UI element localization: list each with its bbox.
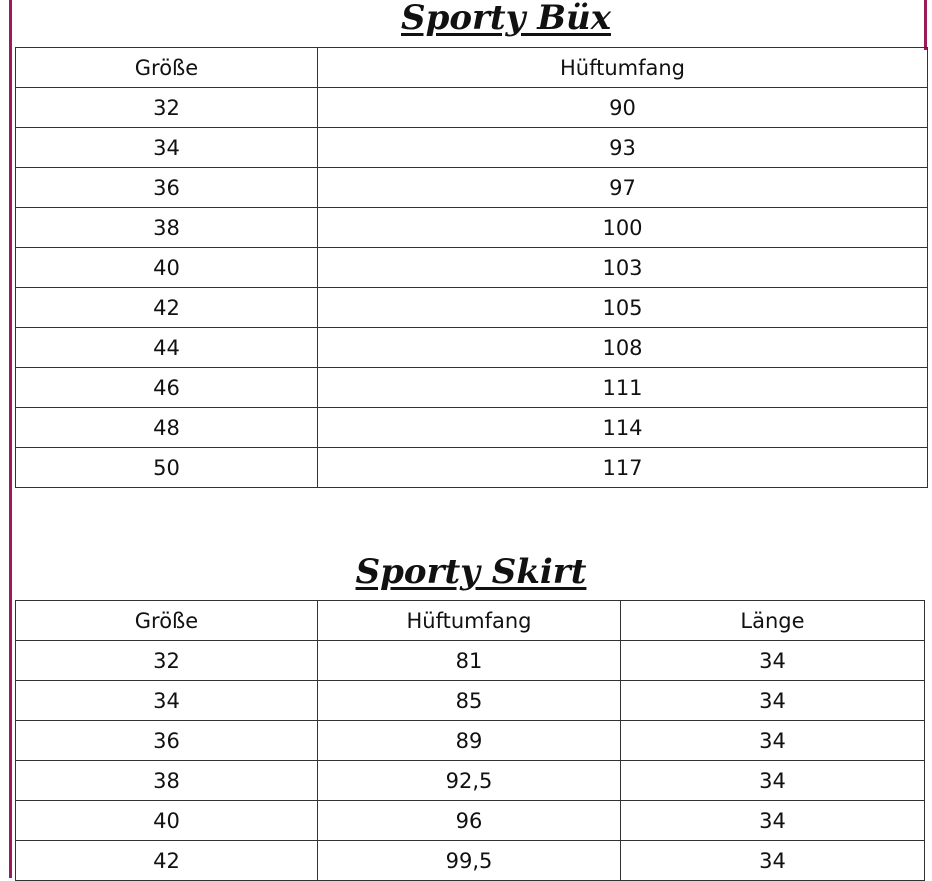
table-row <box>16 368 928 408</box>
table-row <box>16 248 928 288</box>
table-cell: 90 <box>318 88 928 128</box>
table-cell: 34 <box>621 761 925 801</box>
table-header-row <box>16 601 925 641</box>
page-frame-left <box>9 0 12 878</box>
table-row <box>16 448 928 488</box>
table-cell: 36 <box>16 721 318 761</box>
column-header: Größe <box>16 601 318 641</box>
table-cell: 89 <box>318 721 621 761</box>
table-cell: 34 <box>621 681 925 721</box>
table-cell: 32 <box>16 88 318 128</box>
table-cell: 36 <box>16 168 318 208</box>
table-row <box>16 208 928 248</box>
table-cell: 117 <box>318 448 928 488</box>
table-cell: 50 <box>16 448 318 488</box>
section-title-sporty-skirt: Sporty Skirt <box>355 552 587 592</box>
column-header: Hüftumfang <box>318 48 928 88</box>
table-cell: 34 <box>16 681 318 721</box>
table-row <box>16 88 928 128</box>
table-row <box>16 761 925 801</box>
column-header: Größe <box>16 48 318 88</box>
table-row <box>16 721 925 761</box>
table-cell: 42 <box>16 841 318 881</box>
table-row <box>16 328 928 368</box>
table-cell: 34 <box>621 721 925 761</box>
table-cell: 93 <box>318 128 928 168</box>
table-cell: 34 <box>16 128 318 168</box>
table-cell: 81 <box>318 641 621 681</box>
table-cell: 46 <box>16 368 318 408</box>
table-cell: 108 <box>318 328 928 368</box>
section-title-sporty-bux: Sporty Büx <box>401 0 611 38</box>
table-row <box>16 168 928 208</box>
table-row <box>16 681 925 721</box>
table-cell: 38 <box>16 761 318 801</box>
table-cell: 100 <box>318 208 928 248</box>
table-cell: 34 <box>621 841 925 881</box>
table-cell: 32 <box>16 641 318 681</box>
table-cell: 97 <box>318 168 928 208</box>
table-cell: 44 <box>16 328 318 368</box>
table-cell: 85 <box>318 681 621 721</box>
table-cell: 38 <box>16 208 318 248</box>
table-cell: 96 <box>318 801 621 841</box>
table-row <box>16 288 928 328</box>
table-cell: 105 <box>318 288 928 328</box>
column-header: Hüftumfang <box>318 601 621 641</box>
table-cell: 42 <box>16 288 318 328</box>
table-cell: 103 <box>318 248 928 288</box>
table-row <box>16 641 925 681</box>
table-row <box>16 128 928 168</box>
table-row <box>16 841 925 881</box>
table-cell: 111 <box>318 368 928 408</box>
size-table-sporty-bux <box>15 47 928 488</box>
table-row <box>16 408 928 448</box>
table-row <box>16 801 925 841</box>
table-cell: 40 <box>16 248 318 288</box>
table-cell: 48 <box>16 408 318 448</box>
table-cell: 114 <box>318 408 928 448</box>
table-cell: 99,5 <box>318 841 621 881</box>
table-header-row <box>16 48 928 88</box>
table-cell: 34 <box>621 801 925 841</box>
column-header: Länge <box>621 601 925 641</box>
table-cell: 40 <box>16 801 318 841</box>
table-cell: 92,5 <box>318 761 621 801</box>
size-table-sporty-skirt <box>15 600 925 881</box>
table-cell: 34 <box>621 641 925 681</box>
